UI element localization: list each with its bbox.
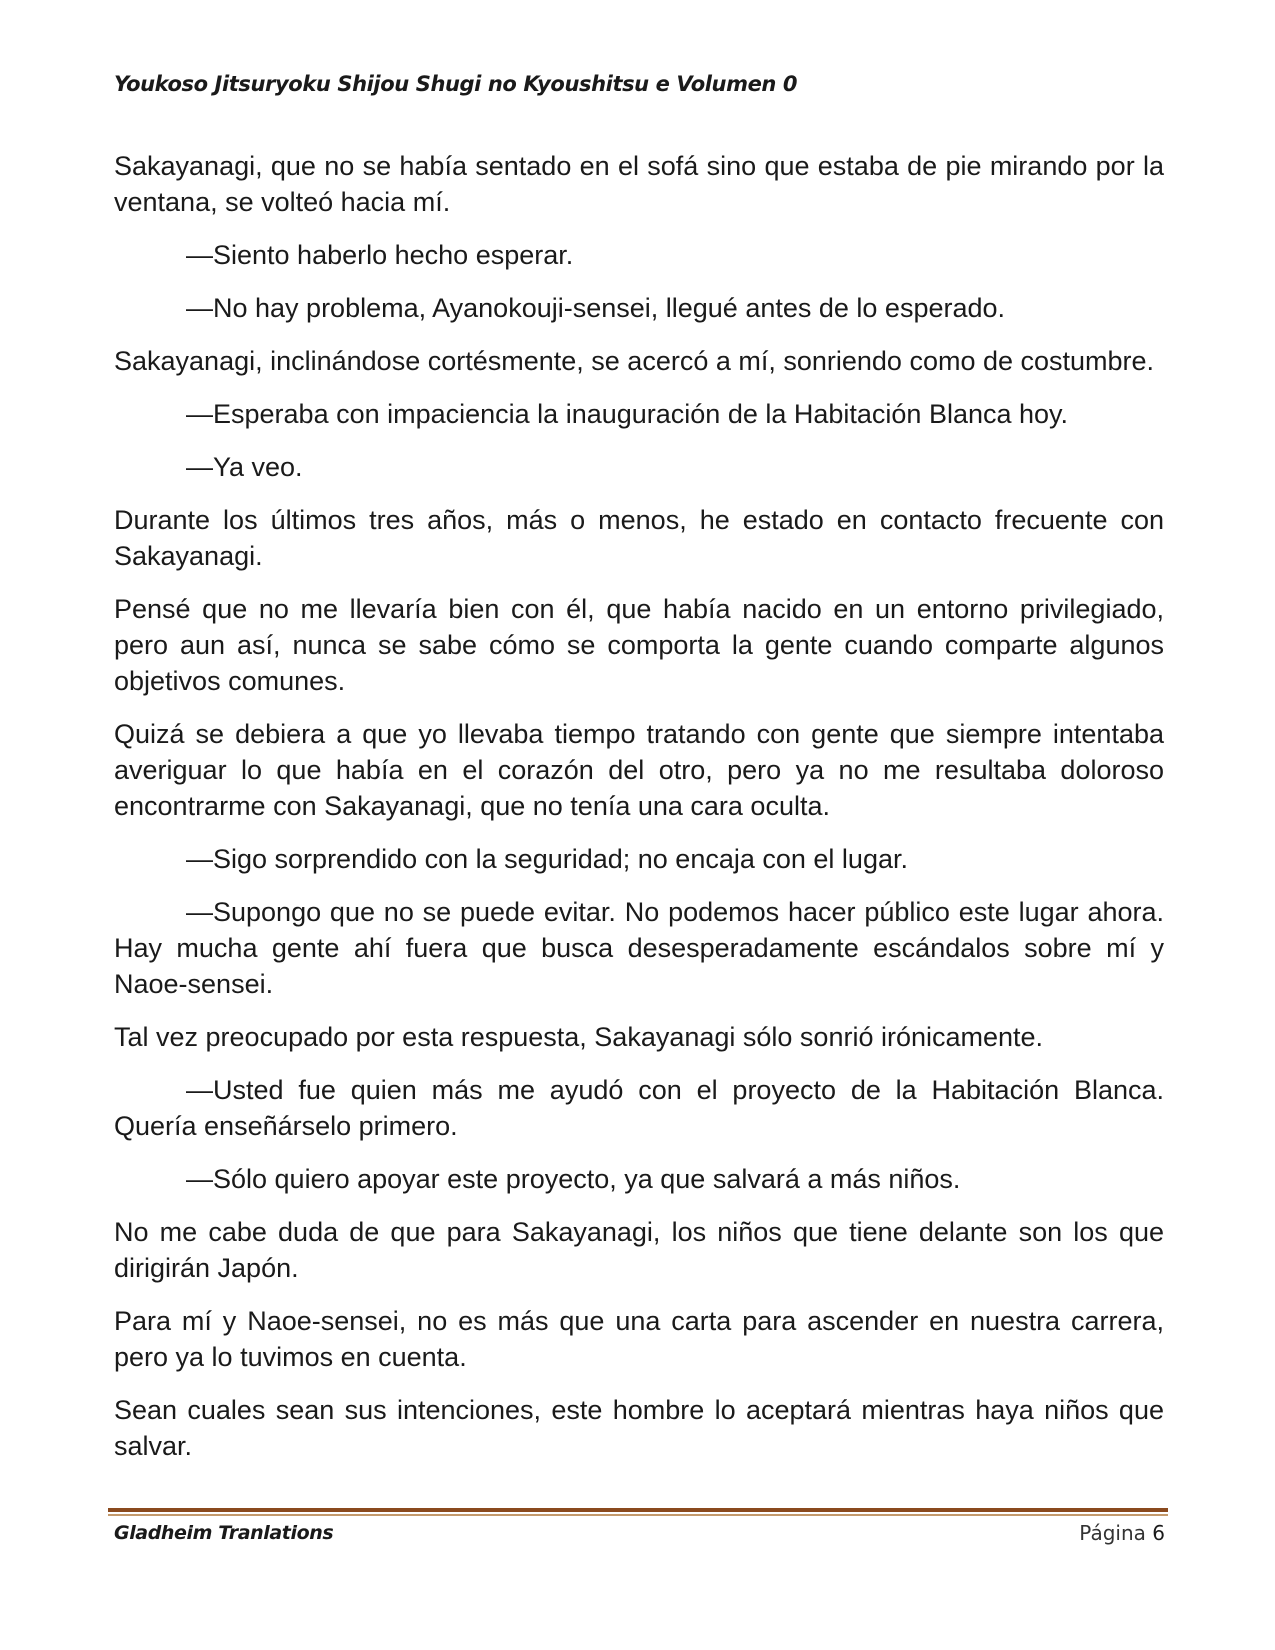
paragraph-dialog: —Siento haberlo hecho esperar. — [186, 240, 574, 270]
paragraph-dialog: —Usted fue quien más me ayudó con el proyecto de la Habitación Blanca. Quería enseñárselo primero. — [114, 1075, 1164, 1141]
paragraph-dialog: —Ya veo. — [186, 452, 303, 482]
paragraph-dialog: —Esperaba con impaciencia la inauguración de la Habitación Blanca hoy. — [186, 399, 1069, 429]
paragraph-narration: Sakayanagi, inclinándose cortésmente, se acercó a mí, sonriendo como de costumbre. — [114, 346, 1155, 376]
page-body — [114, 148, 1164, 1481]
footer-divider — [108, 1508, 1168, 1516]
footer-divider-thin — [108, 1514, 1168, 1516]
paragraph-narration: Para mí y Naoe-sensei, no es más que una carta para ascender en nuestra carrera, pero ya lo tuvimos en cuenta. — [114, 1306, 1164, 1372]
paragraph-dialog: —Sigo sorprendido con la seguridad; no encaja con el lugar. — [186, 844, 908, 874]
page-number-value: 6 — [1152, 1521, 1165, 1545]
paragraph-narration: Tal vez preocupado por esta respuesta, Sakayanagi sólo sonrió irónicamente. — [114, 1022, 1044, 1052]
page-number — [1079, 1521, 1165, 1545]
paragraph-narration: Sakayanagi, que no se había sentado en el sofá sino que estaba de pie mirando por la ventana, se volteó hacia mí. — [114, 151, 1164, 217]
footer-divider-thick — [108, 1508, 1168, 1512]
paragraph-dialog: —Supongo que no se puede evitar. No podemos hacer público este lugar ahora. Hay mucha gente ahí fuera que busca desesperadamente escándalos sobre mí y Naoe-sensei. — [114, 897, 1164, 999]
paragraph-narration: Quizá se debiera a que yo llevaba tiempo tratando con gente que siempre intentaba averiguar lo que había en el corazón del otro, pero ya no me resultaba doloroso encontrarme con Sakayanagi, que no tenía una cara oculta. — [114, 719, 1164, 821]
paragraph-narration: Pensé que no me llevaría bien con él, que había nacido en un entorno privilegiado, pero aun así, nunca se sabe cómo se comporta la gente cuando comparte algunos objetivos comunes. — [114, 594, 1164, 696]
paragraph-dialog: —Sólo quiero apoyar este proyecto, ya que salvará a más niños. — [186, 1164, 961, 1194]
paragraph-dialog: —No hay problema, Ayanokouji-sensei, llegué antes de lo esperado. — [186, 293, 1006, 323]
page-label: Página — [1079, 1521, 1146, 1545]
paragraph-narration: Sean cuales sean sus intenciones, este hombre lo aceptará mientras haya niños que salvar. — [114, 1395, 1164, 1461]
paragraph-narration: Durante los últimos tres años, más o menos, he estado en contacto frecuente con Sakayanagi. — [114, 505, 1164, 571]
paragraph-narration: No me cabe duda de que para Sakayanagi, los niños que tiene delante son los que dirigirán Japón. — [114, 1217, 1164, 1283]
footer-publisher: Gladheim Tranlations — [114, 1522, 334, 1544]
running-header: Youkoso Jitsuryoku Shijou Shugi no Kyoushitsu e Volumen 0 — [114, 72, 798, 96]
